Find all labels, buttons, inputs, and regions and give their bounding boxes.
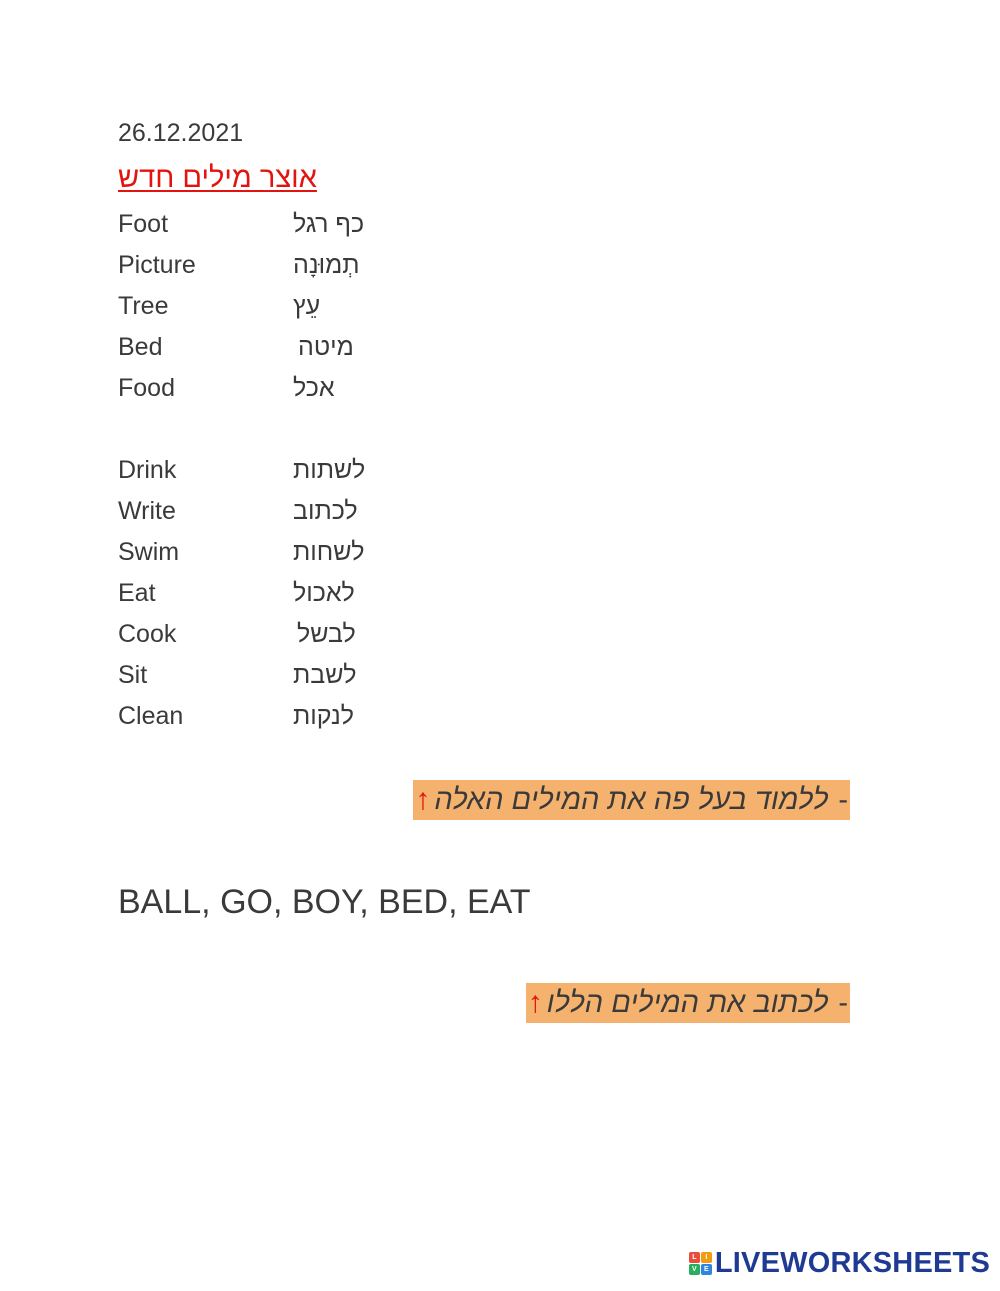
vocab-english: Swim [118,538,180,566]
instruction-text: ללמוד בעל פה את המילים האלה [434,783,829,816]
liveworksheets-logo[interactable] [689,1243,990,1283]
vocab-row [118,250,418,291]
vocab-row [118,578,418,619]
vocab-english: Food [118,374,175,402]
logo-block-l: L [689,1252,700,1263]
vocab-hebrew: מיטה [298,333,354,361]
logo-block-v: V [689,1264,700,1275]
instruction-dash: - [838,783,848,816]
vocab-row [118,701,418,742]
document-date: 26.12.2021 [118,119,244,147]
vocab-row [118,537,418,578]
vocab-hebrew: לנקות [293,702,354,730]
vocab-hebrew: לשבת [293,661,357,689]
write-instruction [526,983,850,1023]
instruction-text: לכתוב את המילים הללו [546,986,829,1019]
memorize-instruction [413,780,850,820]
vocab-hebrew: עֵץ [293,292,321,320]
logo-block-e: E [701,1264,712,1275]
vocab-hebrew: לבשל [297,620,356,648]
vocab-row [118,619,418,660]
vocab-hebrew: כף רגל [293,210,365,238]
vocab-row [118,332,418,373]
vocab-english: Tree [118,292,169,320]
vocab-english: Foot [118,210,169,238]
vocab-english: Picture [118,251,196,279]
instruction-dash: - [838,986,848,1019]
vocab-english: Cook [118,620,177,648]
vocab-row [118,660,418,701]
vocab-row [118,291,418,332]
logo-block-i: I [701,1252,712,1263]
vocab-hebrew: לכתוב [293,497,358,525]
up-arrow-icon: ↑ [415,783,431,816]
vocab-english: Write [118,497,176,525]
vocab-row [118,496,418,537]
logo-blocks-icon [689,1252,712,1275]
page-title: אוצר מילים חדש [118,162,317,194]
vocab-hebrew: תְמוּנָה [293,251,360,279]
vocab-english: Sit [118,661,148,689]
vocab-hebrew: לשחות [293,538,365,566]
vocab-english: Clean [118,702,184,730]
vocab-row [118,209,418,250]
vocab-row [118,373,418,414]
vocab-english: Eat [118,579,156,607]
logo-text: LIVEWORKSHEETS [714,1246,990,1279]
vocab-row [118,455,418,496]
words-to-write: BALL, GO, BOY, BED, EAT [118,883,531,921]
vocab-english: Bed [118,333,163,361]
vocab-english: Drink [118,456,177,484]
vocab-hebrew: לאכול [293,579,355,607]
vocab-hebrew: לשתות [293,456,366,484]
up-arrow-icon: ↑ [527,986,543,1019]
vocab-hebrew: אכל [293,374,335,402]
